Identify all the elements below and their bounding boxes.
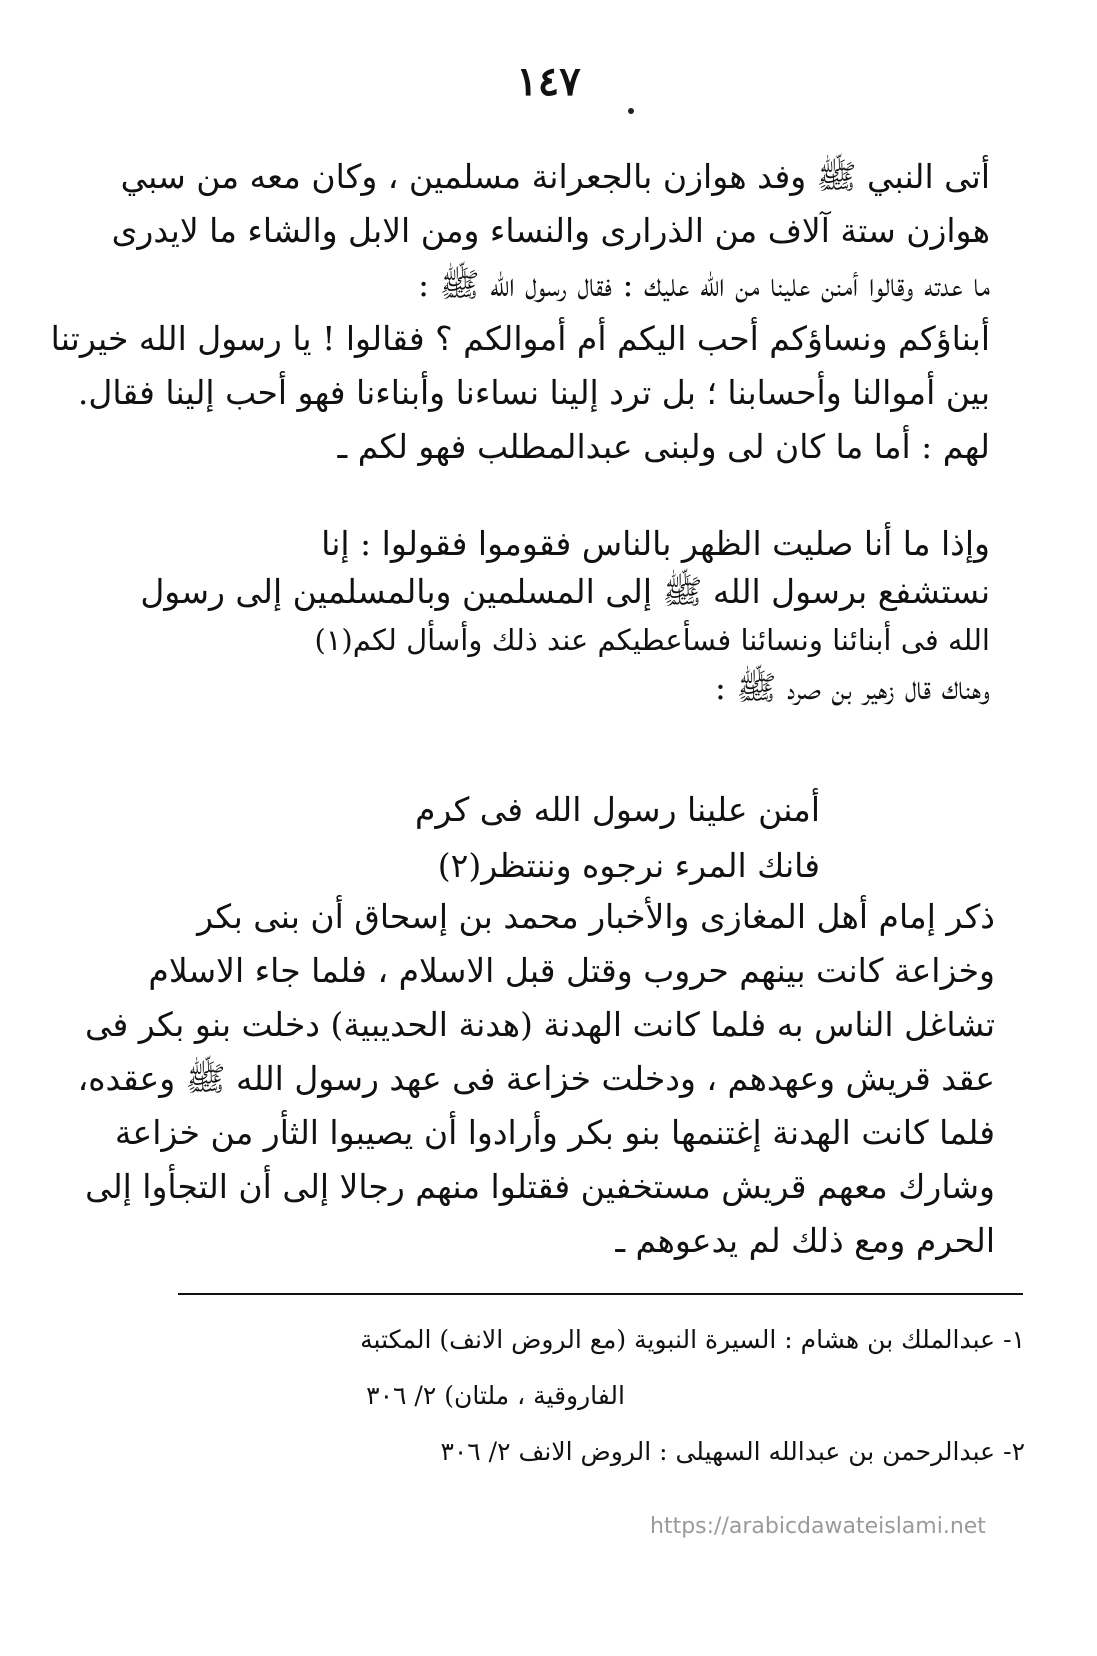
text-line: الحرم ومع ذلك لم يدعوهم ـ [615,1221,995,1260]
text-line: وشارك معهم قريش مستخفين فقتلوا منهم رجالا إلى أن التجأوا إلى [85,1167,995,1206]
footnote-divider [178,1293,1023,1295]
text-line: أبناؤكم ونساؤكم أحب اليكم أم أموالكم ؟ فقالوا ! يا رسول الله خيرتنا [50,319,990,358]
text-line: الله فى أبنائنا ونسائنا فسأعطيكم عند ذلك وأسأل لكم(١) [314,623,990,657]
watermark-url: https://arabicdawateislami.net [650,1514,986,1539]
footnote-author: عبدالرحمن بن عبدالله السهيلى : [659,1437,996,1466]
footnote-1-continuation: الفاروقية ، ملتان) ٢/ ٣٠٦ [366,1381,625,1410]
footnote-number: ١- [1003,1325,1025,1354]
text-line: تشاغل الناس به فلما كانت الهدنة (هدنة الحديبية) دخلت بنو بكر فى [84,1005,995,1044]
text-line: وخزاعة كانت بينهم حروب وقتل قبل الاسلام ، فلما جاء الاسلام [148,951,995,990]
text-line: وإذا ما أنا صليت الظهر بالناس فقوموا فقولوا : إنا [321,524,990,563]
poem-verse [414,782,820,894]
footnote-number: ٢- [1003,1437,1025,1466]
footnote-text: الروض الانف ٢/ ٣٠٦ [440,1437,652,1466]
text-line: أتى النبي ﷺ وفد هوازن بالجعرانة مسلمين ، وكان معه من سبي [120,157,990,196]
text-line: بين أموالنا وأحسابنا ؛ بل ترد إلينا نساءنا وأبناءنا فهو أحب إلينا فقال. [77,373,990,412]
page-number-dot [628,108,634,114]
text-line: ذكر إمام أهل المغازى والأخبار محمد بن إسحاق أن بنى بكر [197,897,995,936]
text-line: فلما كانت الهدنة إغتنمها بنو بكر وأرادوا أن يصيبوا الثأر من خزاعة [114,1113,995,1152]
paragraph-3 [77,890,995,1268]
footnotes [180,1312,1025,1480]
footnote-author: عبدالملك بن هشام : [784,1325,996,1354]
footnote-2 [180,1424,1025,1480]
footnote-1 [180,1312,1025,1368]
page-number: ١٤٧ [516,58,581,105]
verse-line: فانك المرء نرجوه وننتظر(٢) [437,846,820,885]
text-line: عقد قريش وعهدهم ، ودخلت خزاعة فى عهد رسول الله ﷺ وعقده، [77,1059,995,1098]
text-line: نستشفع برسول الله ﷺ إلى المسلمين وبالمسلمين إلى رسول [140,572,990,611]
text-line: لهم : أما ما كان لى ولبنى عبدالمطلب فهو لكم ـ [337,427,990,466]
paragraph-2 [140,520,990,712]
text-line: وهناك قال زهير بن صرد ﷺ : [714,668,990,707]
text-line: ما عدته وقالوا أمنن علينا من الله عليك : فقال رسول الله ﷺ : [418,265,990,304]
paragraph-1 [50,150,990,474]
verse-line: أمنن علينا رسول الله فى كرم [414,790,820,829]
footnote-text: السيرة النبوية (مع الروض الانف) المكتبة [360,1325,777,1354]
text-line: هوازن ستة آلاف من الذرارى والنساء ومن الابل والشاء ما لايدرى [111,211,990,250]
